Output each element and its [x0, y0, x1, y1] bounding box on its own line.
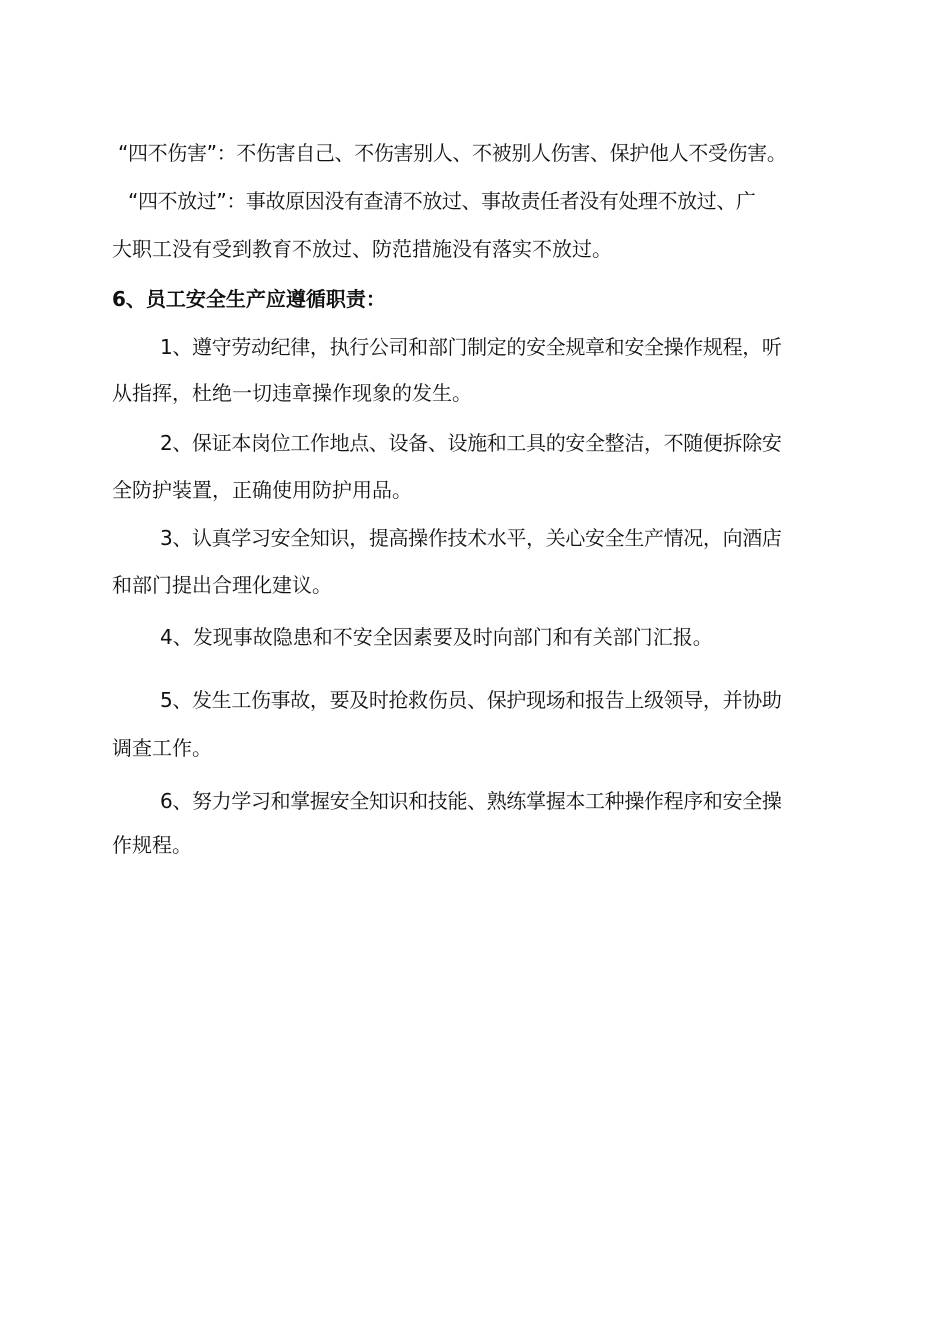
item-5-line-1: 5、发生工伤事故，要及时抢救伤员、保护现场和报告上级领导，并协助: [160, 688, 782, 712]
item-4-line-1: 4、发现事故隐患和不安全因素要及时向部门和有关部门汇报。: [160, 625, 713, 649]
four-no-harm-line: “四不伤害”：不伤害自己、不伤害别人、不被别人伤害、保护他人不受伤害。: [118, 141, 787, 165]
section-heading: 6、员工安全生产应遵循职责：: [112, 287, 386, 311]
item-3-line-1: 3、认真学习安全知识，提高操作技术水平，关心安全生产情况，向酒店: [160, 526, 782, 550]
item-6-line-2: 作规程。: [112, 833, 192, 857]
item-2-line-1: 2、保证本岗位工作地点、设备、设施和工具的安全整洁，不随便拆除安: [160, 431, 782, 455]
item-2-line-2: 全防护装置，正确使用防护用品。: [112, 478, 412, 502]
item-5-line-2: 调查工作。: [112, 736, 212, 760]
four-no-let-go-line-2: 大职工没有受到教育不放过、防范措施没有落实不放过。: [112, 237, 612, 261]
item-6-line-1: 6、努力学习和掌握安全知识和技能、熟练掌握本工种操作程序和安全操: [160, 789, 782, 813]
item-1-line-1: 1、遵守劳动纪律，执行公司和部门制定的安全规章和安全操作规程，听: [160, 335, 782, 359]
item-1-line-2: 从指挥，杜绝一切违章操作现象的发生。: [112, 381, 472, 405]
item-3-line-2: 和部门提出合理化建议。: [112, 573, 332, 597]
four-no-let-go-line-1: “四不放过”：事故原因没有查清不放过、事故责任者没有处理不放过、广: [128, 189, 756, 213]
